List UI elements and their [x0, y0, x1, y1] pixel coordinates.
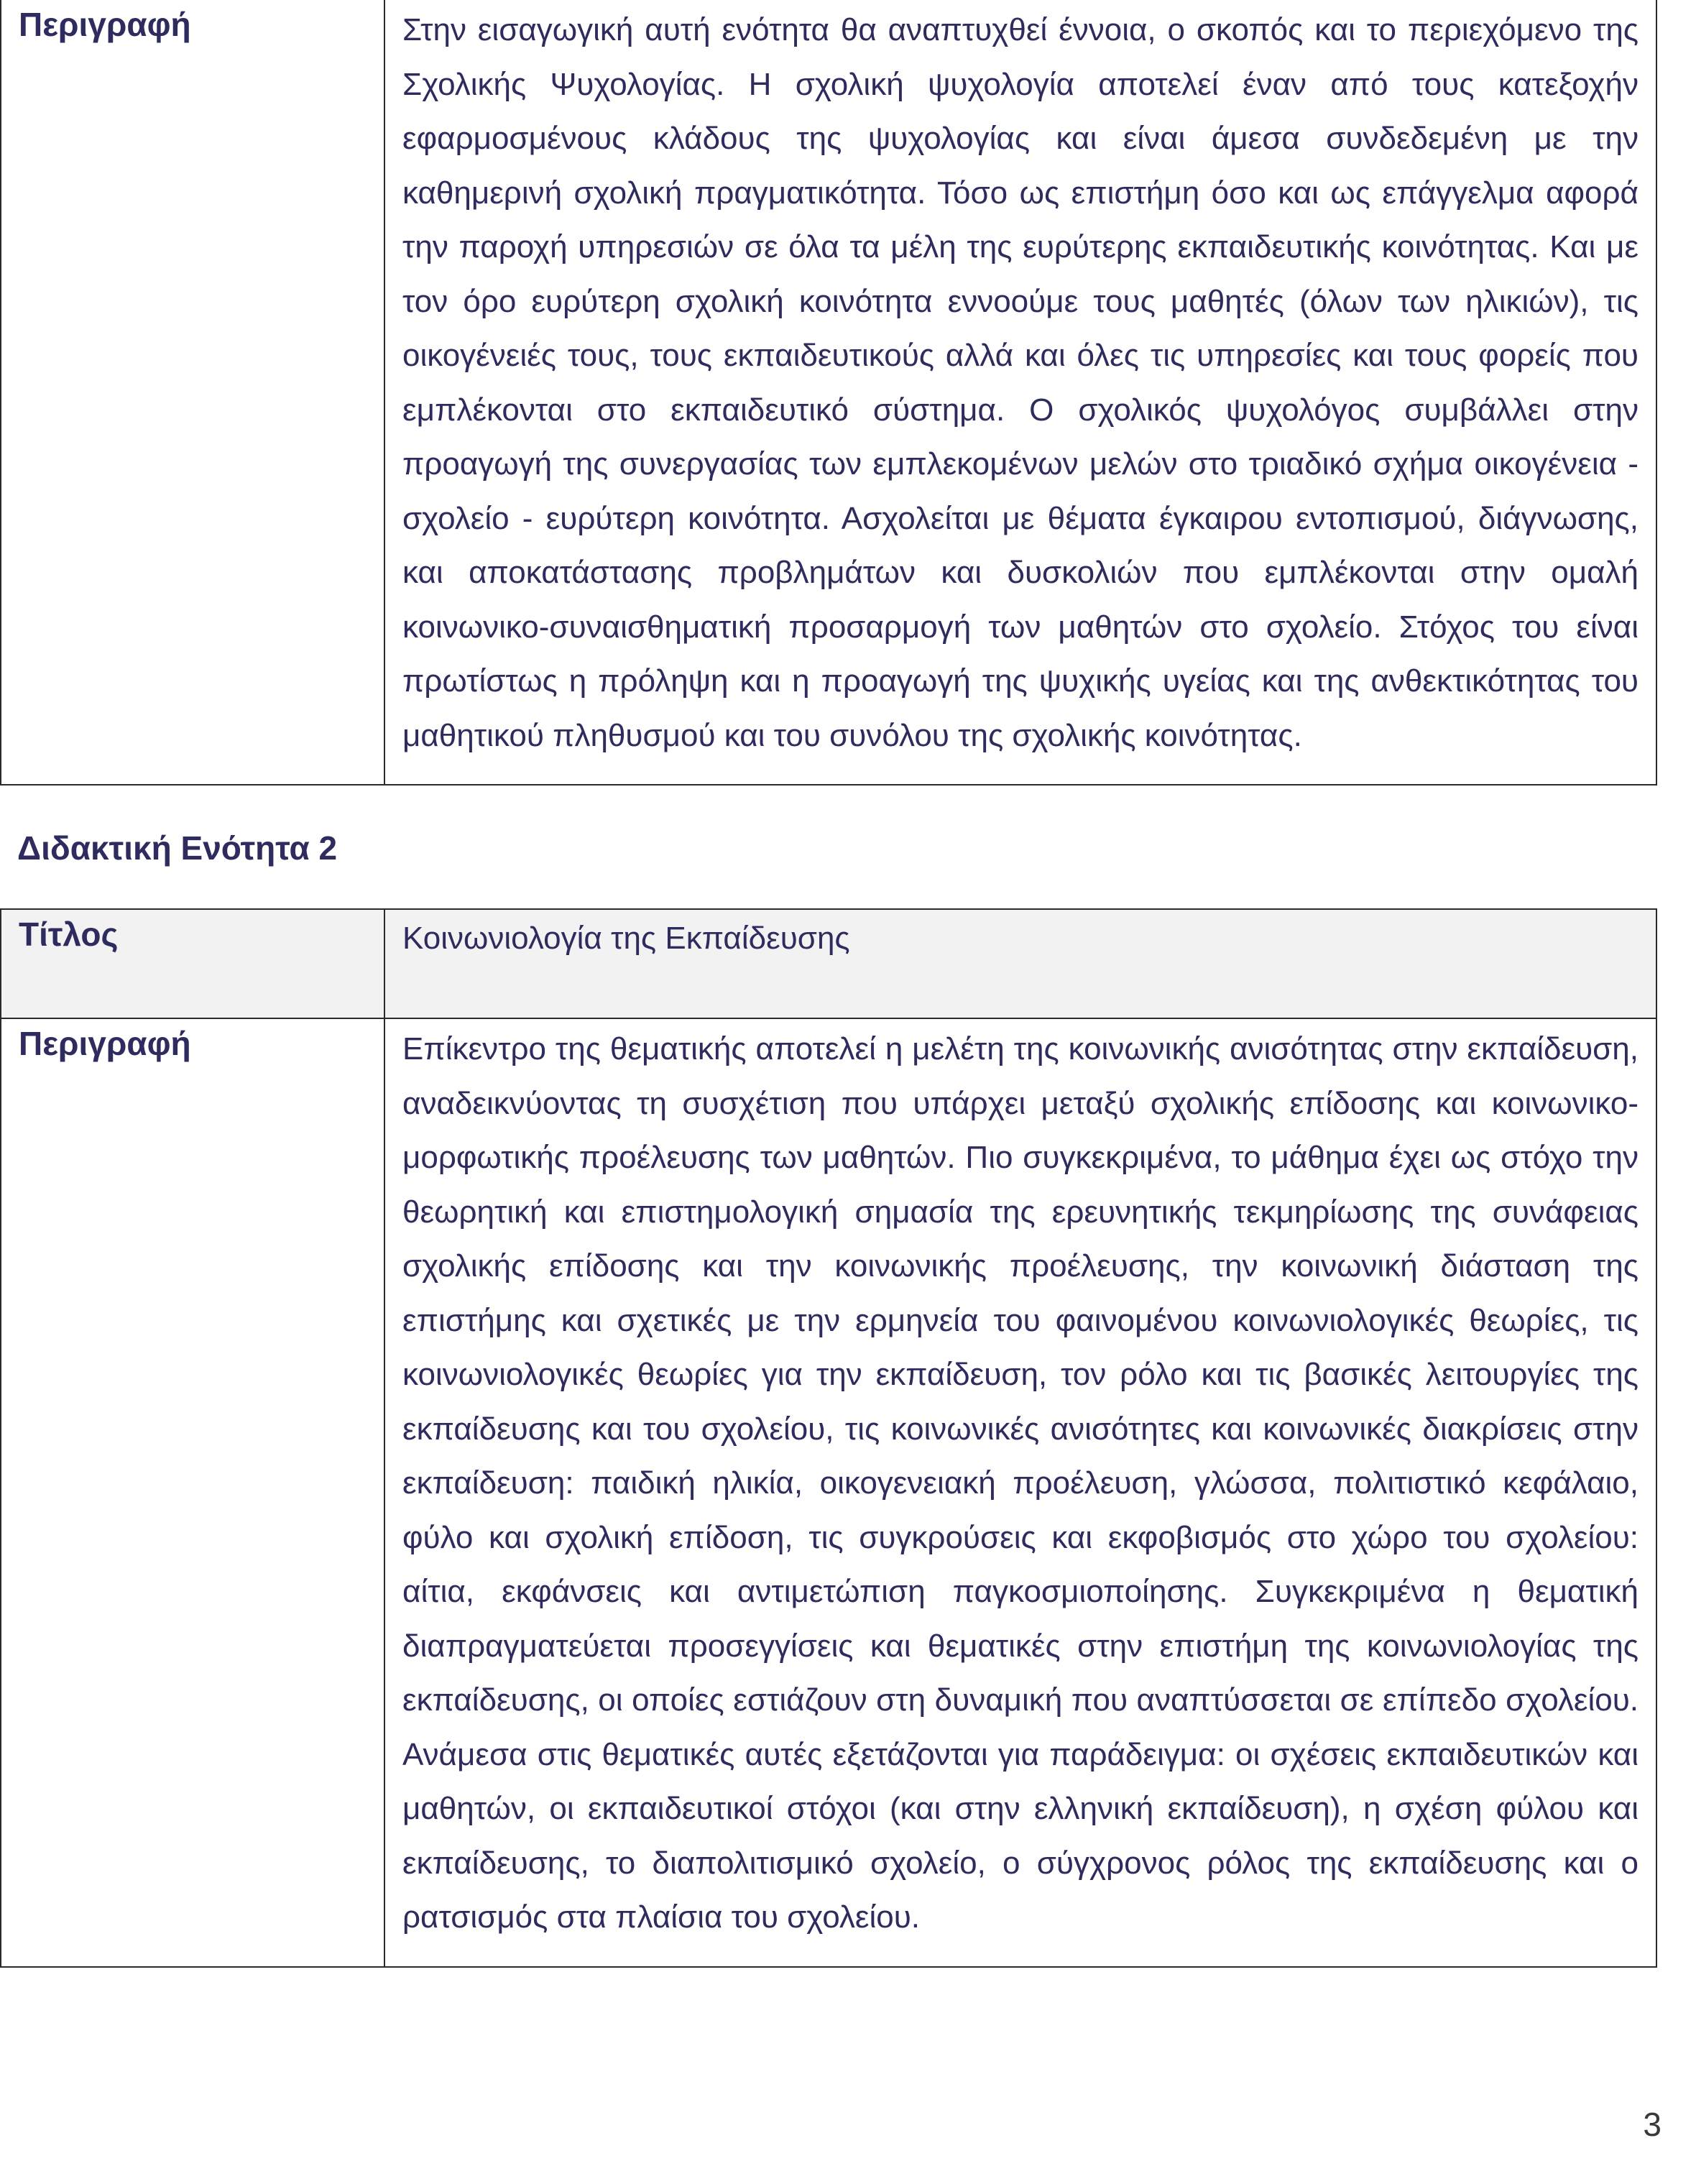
unit-1-table	[0, 0, 1657, 785]
description-text: Επίκεντρο της θεματικής αποτελεί η μελέτη της κοινωνικής ανισότητας στην εκπαίδευση, αναδεικνύοντας τη συσχέτιση που υπάρχει μεταξύ σχολικής επίδοσης και κοινωνικο-μορφωτικής προέλευσης των μαθητών. Πιο συγκεκριμένα, το μάθημα έχει ως στόχο την θεωρητική και επιστημολογική σημασία της ερευνητικής τεκμηρίωσης της συνάφειας σχολικής επίδοσης και την κοινωνικής προέλευσης, την κοινωνική διάσταση της επιστήμης και σχετικές με την ερμηνεία του φαινομένου κοινωνιολογικές θεωρίες, τις κοινωνιολογικές θεωρίες για την εκπαίδευση, τον ρόλο και τις βασικές λειτουργίες της εκπαίδευσης και του σχολείου, τις κοινωνικές ανισότητες και κοινωνικές διακρίσεις στην εκπαίδευση: παιδική ηλικία, οικογενειακή προέλευση, γλώσσα, πολιτιστικό κεφάλαιο, φύλο και σχολική επίδοση, τις συγκρούσεις και εκφοβισμός στο χώρο του σχολείου: αίτια, εκφάνσεις και αντιμετώπιση παγκοσμιοποίησης. Συγκεκριμένα η θεματική διαπραγματεύεται προσεγγίσεις και θεματικές στην επιστήμη της κοινωνιολογίας της εκπαίδευσης, οι οποίες εστιάζουν στη δυναμική που αναπτύσσεται σε επίπεδο σχολείου. Ανάμεσα στις θεματικές αυτές εξετάζονται για παράδειγμα: οι σχέσεις εκπαιδευτικών και μαθητών, οι εκπαιδευτικοί στόχοι (και στην ελληνική εκπαίδευση), η σχέση φύλου και εκπαίδευσης, το διαπολιτισμικό σχολείο, ο σύγχρονος ρόλος της εκπαίδευσης και ο ρατσισμός στα πλαίσια του σχολείου.	[402, 1031, 1639, 1935]
description-row	[1, 0, 1656, 785]
description-cell	[384, 1018, 1656, 1967]
title-value: Κοινωνιολογία της Εκπαίδευσης	[384, 909, 1656, 1018]
description-cell	[384, 0, 1656, 785]
description-row	[1, 1018, 1656, 1967]
title-row	[1, 909, 1656, 1018]
page-number: 3	[1643, 2106, 1662, 2143]
section-heading: Διδακτική Ενότητα 2	[17, 829, 338, 867]
description-label: Περιγραφή	[1, 0, 384, 785]
unit-2-table	[0, 908, 1657, 1968]
description-label: Περιγραφή	[1, 1018, 384, 1967]
title-label: Τίτλος	[1, 909, 384, 1018]
description-text: Στην εισαγωγική αυτή ενότητα θα αναπτυχθεί έννοια, ο σκοπός και το περιεχόμενο της Σχολικής Ψυχολογίας. Η σχολική ψυχολογία αποτελεί έναν από τους κατεξοχήν εφαρμοσμένους κλάδους της ψυχολογίας και είναι άμεσα συνδεδεμένη με την καθημερινή σχολική πραγματικότητα. Τόσο ως επιστήμη όσο και ως επάγγελμα αφορά την παροχή υπηρεσιών σε όλα τα μέλη της ευρύτερης εκπαιδευτικής κοινότητας. Και με τον όρο ευρύτερη σχολική κοινότητα εννοούμε τους μαθητές (όλων των ηλικιών), τις οικογένειές τους, τους εκπαιδευτικούς αλλά και όλες τις υπηρεσίες και τους φορείς που εμπλέκονται στο εκπαιδευτικό σύστημα. Ο σχολικός ψυχολόγος συμβάλλει στην προαγωγή της συνεργασίας των εμπλεκομένων μελών στο τριαδικό σχήμα οικογένεια - σχολείο - ευρύτερη κοινότητα. Ασχολείται με θέματα έγκαιρου εντοπισμού, διάγνωσης, και αποκατάστασης προβλημάτων και δυσκολιών που εμπλέκονται στην ομαλή κοινωνικο-συναισθηματική προσαρμογή των μαθητών στο σχολείο. Στόχος του είναι πρωτίστως η πρόληψη και η προαγωγή της ψυχικής υγείας και της ανθεκτικότητας του μαθητικού πληθυσμού και του συνόλου της σχολικής κοινότητας.	[402, 12, 1639, 753]
